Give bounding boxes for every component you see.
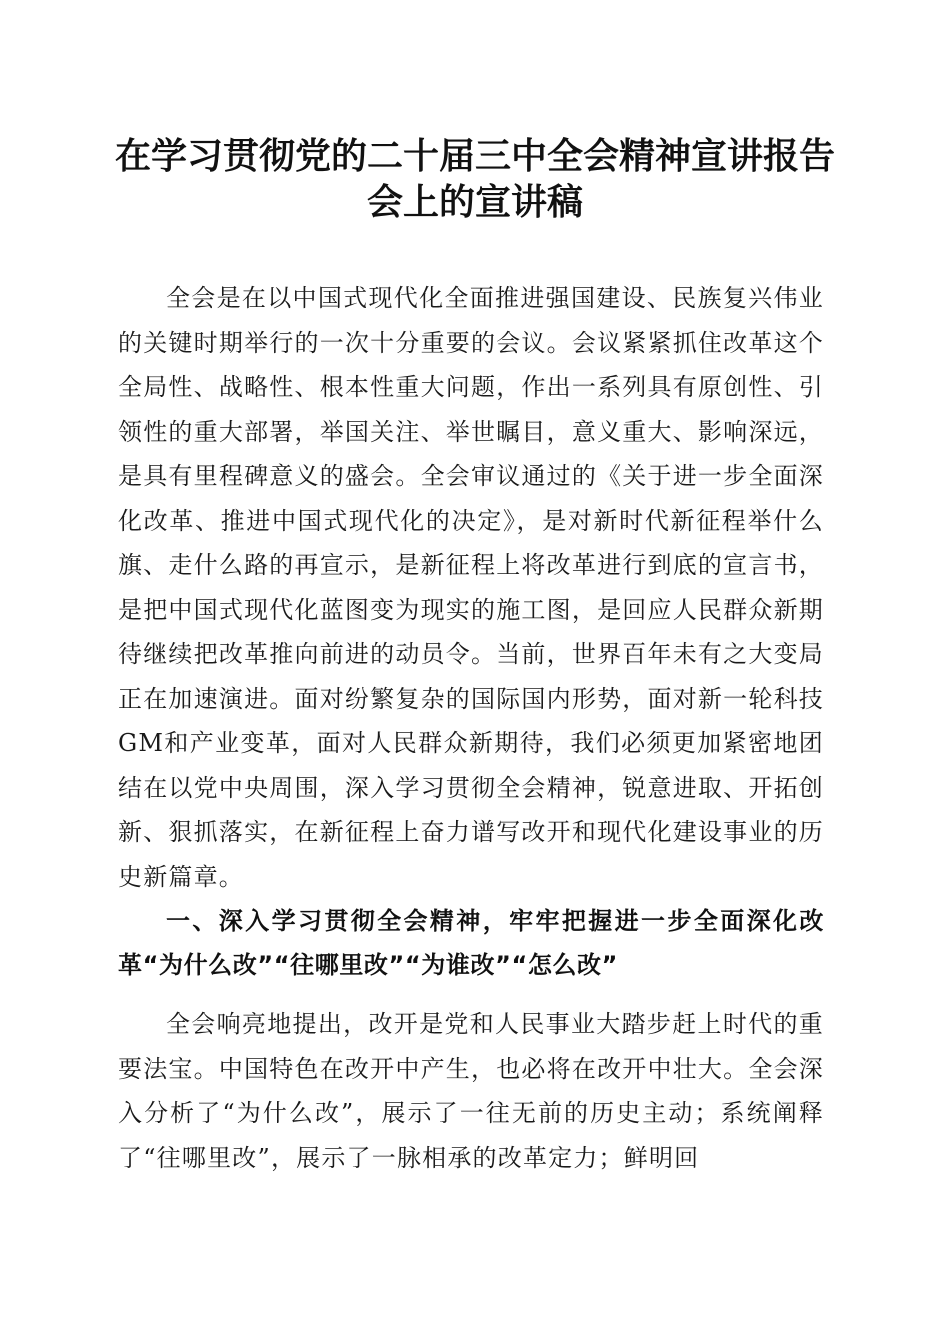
body-paragraph-2-block: [118, 1002, 824, 1180]
document-title: [110, 133, 840, 225]
body-paragraph-2: 全会响亮地提出，改开是党和人民事业大踏步赶上时代的重要法宝。中国特色在改开中产生，也必将在改开中壮大。全会深入分析了“为什么改”，展示了一往无前的历史主动；系统阐释了“往哪里改”，展示了一脉相承的改革定力；鲜明回: [118, 1010, 824, 1172]
title-line-1: 在学习贯彻党的二十届三中全会精神宣讲报告: [114, 135, 835, 177]
body-paragraph-1-block: [118, 276, 824, 899]
section-heading-1: 一、深入学习贯彻全会精神，牢牢把握进一步全面深化改革“为什么改”“往哪里改”“为谁改”“怎么改”: [118, 907, 824, 979]
body-paragraph-1: 全会是在以中国式现代化全面推进强国建设、民族复兴伟业的关键时期举行的一次十分重要的会议。会议紧紧抓住改革这个全局性、战略性、根本性重大问题，作出一系列具有原创性、引领性的重大部署，举国关注、举世瞩目，意义重大、影响深远，是具有里程碑意义的盛会。全会审议通过的《关于进一步全面深化改革、推进中国式现代化的决定》，是对新时代新征程举什么旗、走什么路的再宣示，是新征程上将改革进行到底的宣言书，是把中国式现代化蓝图变为现实的施工图，是回应人民群众新期待继续把改革推向前进的动员令。当前，世界百年未有之大变局正在加速演进。面对纷繁复杂的国际国内形势，面对新一轮科技GM和产业变革，面对人民群众新期待，我们必须更加紧密地团结在以党中央周围，深入学习贯彻全会精神，锐意进取、开拓创新、狠抓落实，在新征程上奋力谱写改开和现代化建设事业的历史新篇章。: [118, 284, 824, 891]
title-line-2: 会上的宣讲稿: [366, 181, 583, 223]
